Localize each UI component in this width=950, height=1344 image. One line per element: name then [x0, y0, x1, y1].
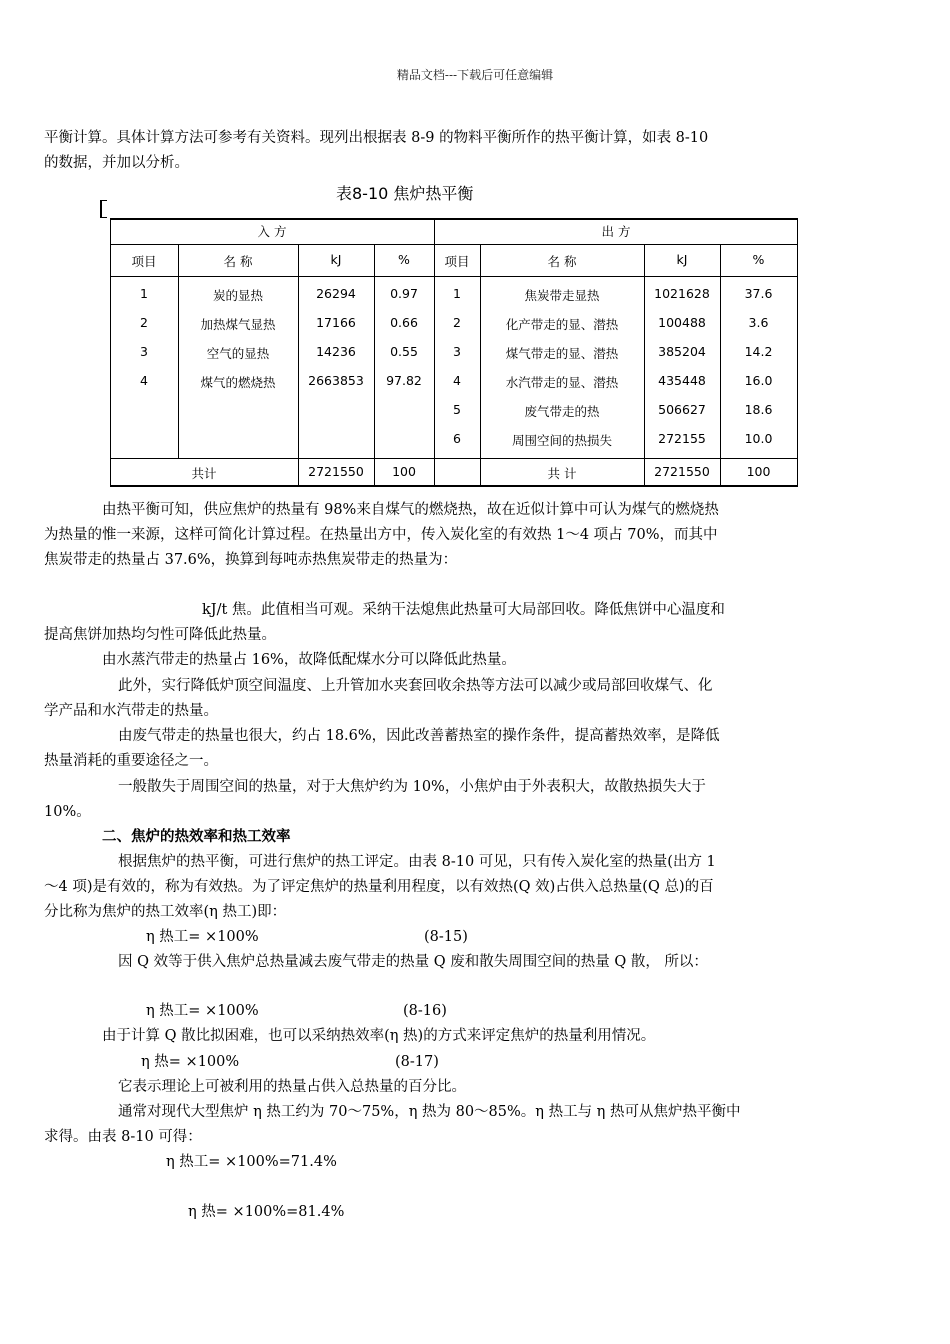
para-11-line-2: 求得。由表 8-10 可得：	[44, 1129, 202, 1145]
equation-heat-efficiency-result: η 热= ×100%=81.4%	[188, 1204, 345, 1220]
table-cell: 272155	[658, 431, 706, 446]
para-1-line-1: 由热平衡可知，供应焦炉的热量有 98%来自煤气的燃烧热，故在近似计算中可认为煤气的燃烧热	[102, 502, 719, 518]
group-out-header: 出 方	[601, 224, 631, 239]
total-kj-in: 2721550	[308, 464, 364, 479]
table-cell: 煤气的燃烧热	[200, 375, 276, 390]
equation-thermal-efficiency-result: η 热工= ×100%=71.4%	[166, 1154, 337, 1170]
para-11-line-1: 通常对现代大型焦炉 η 热工约为 70～75%，η 热为 80～85%。η 热工与 η 热可从焦炉热平衡中	[118, 1104, 741, 1120]
intro-line-2: 的数据，并加以分析。	[44, 155, 189, 171]
col-header: %	[752, 252, 765, 267]
table-vline	[374, 244, 375, 486]
para-6-line-2: 10%。	[44, 804, 91, 820]
table-rule-header	[110, 276, 798, 277]
table-rule-bottom	[110, 485, 798, 487]
equation-8-17: η 热= ×100%	[141, 1054, 240, 1070]
equation-8-15-number: (8-15)	[424, 929, 468, 945]
page-header: 精品文档---下载后可任意编辑	[396, 68, 554, 82]
col-header: %	[398, 252, 410, 267]
para-1-line-3: 焦炭带走的热量占 37.6%，换算到每吨赤热焦炭带走的热量为：	[44, 552, 458, 568]
intro-line-1: 平衡计算。具体计算方法可参考有关资料。现列出根据表 8-9 的物料平衡所作的热平衡计算，如表 8-10	[44, 130, 709, 146]
table-cell: 6	[453, 431, 461, 446]
table-cell: 16.0	[744, 373, 773, 388]
table-cell: 加热煤气显热	[200, 317, 276, 332]
col-header: kJ	[676, 252, 688, 267]
section-title: 二、焦炉的热效率和热工效率	[102, 828, 291, 845]
para-7-line-1: 根据焦炉的热平衡，可进行焦炉的热工评定。由表 8-10 可见，只有传入炭化室的热量(出方 1	[118, 854, 716, 870]
para-2-line-1: kJ/t 焦。此值相当可观。采纳干法熄焦此热量可大局部回收。降低焦饼中心温度和	[202, 602, 725, 618]
para-3: 由水蒸汽带走的热量占 16%，故降低配煤水分可以降低此热量。	[102, 652, 516, 668]
table-rule-top	[110, 218, 798, 220]
table-cell: 385204	[658, 344, 706, 359]
table-cell: 空气的显热	[206, 346, 270, 361]
table-cell: 3	[140, 344, 148, 359]
table-cell: 435448	[658, 373, 706, 388]
table-anchor-mark	[100, 200, 107, 218]
table-vline	[298, 244, 299, 486]
para-10: 它表示理论上可被利用的热量占供入总热量的百分比。	[118, 1079, 466, 1095]
table-cell: 3	[453, 344, 461, 359]
table-cell: 1	[140, 286, 148, 301]
equation-8-15: η 热工= ×100%	[146, 929, 259, 945]
table-cell: 1021628	[654, 286, 710, 301]
table-cell: 14236	[316, 344, 356, 359]
table-cell: 4	[453, 373, 461, 388]
table-cell: 10.0	[744, 431, 773, 446]
table-cell: 14.2	[744, 344, 773, 359]
table-cell: 焦炭带走显热	[524, 288, 600, 303]
table-cell: 0.55	[390, 344, 418, 359]
equation-8-16: η 热工= ×100%	[146, 1003, 259, 1019]
table-cell: 506627	[658, 402, 706, 417]
table-cell: 周围空间的热损失	[511, 433, 612, 448]
total-pct-in: 100	[392, 464, 416, 479]
table-cell: 17166	[316, 315, 356, 330]
para-7-line-3: 分比称为焦炉的热工效率(η 热工)即：	[44, 904, 287, 920]
para-5-line-2: 热量消耗的重要途径之一。	[44, 753, 218, 769]
group-in-header: 入 方	[257, 224, 287, 239]
table-cell: 废气带走的热	[524, 404, 600, 419]
table-cell: 水汽带走的显、潜热	[505, 375, 619, 390]
table-vline	[480, 244, 481, 486]
table-rule-total	[110, 458, 798, 459]
para-4-line-2: 学产品和水汽带走的热量。	[44, 703, 218, 719]
table-cell: 1	[453, 286, 461, 301]
table-rule-group	[110, 244, 798, 245]
total-label-out: 共 计	[547, 466, 577, 481]
table-cell: 26294	[316, 286, 356, 301]
para-5-line-1: 由废气带走的热量也很大，约占 18.6%，因此改善蓄热室的操作条件，提高蓄热效率，是降低	[118, 728, 720, 744]
col-header: 名 称	[223, 254, 253, 269]
table-vline	[797, 218, 798, 486]
para-2-line-2: 提高焦饼加热均匀性可降低此热量。	[44, 627, 276, 643]
table-cell: 2	[140, 315, 148, 330]
table-caption: 表8-10 焦炉热平衡	[336, 184, 474, 203]
total-label-in: 共计	[191, 466, 217, 481]
para-8: 因 Q 效等于供入焦炉总热量减去废气带走的热量 Q 废和散失周围空间的热量 Q 散， 所以：	[118, 954, 708, 970]
equation-8-17-number: (8-17)	[395, 1054, 439, 1070]
table-vline	[720, 244, 721, 486]
col-header: kJ	[330, 252, 342, 267]
table-cell: 炭的显热	[212, 288, 263, 303]
para-1-line-2: 为热量的惟一来源，这样可简化计算过程。在热量出方中，传入炭化室的有效热 1～4 项占 70%，而其中	[44, 527, 718, 543]
table-vline	[644, 244, 645, 486]
table-cell: 97.82	[386, 373, 422, 388]
table-cell: 4	[140, 373, 148, 388]
col-header: 项目	[444, 254, 470, 269]
table-cell: 0.97	[390, 286, 418, 301]
table-cell: 100488	[658, 315, 706, 330]
table-cell: 5	[453, 402, 461, 417]
table-cell: 0.66	[390, 315, 418, 330]
table-cell: 18.6	[744, 402, 773, 417]
para-9: 由于计算 Q 散比拟困难，也可以采纳热效率(η 热)的方式来评定焦炉的热量利用情况。	[102, 1028, 656, 1044]
col-header: 名 称	[547, 254, 577, 269]
table-cell: 2	[453, 315, 461, 330]
heat-balance-table	[110, 218, 798, 486]
table-cell: 3.6	[748, 315, 769, 330]
table-cell: 煤气带走的显、潜热	[505, 346, 619, 361]
total-kj-out: 2721550	[654, 464, 710, 479]
table-cell: 化产带走的显、潜热	[505, 317, 619, 332]
para-7-line-2: ～4 项)是有效的，称为有效热。为了评定焦炉的热量利用程度，以有效热(Q 效)占供入总热量(Q 总)的百	[44, 879, 714, 895]
para-4-line-1: 此外，实行降低炉顶空间温度、上升管加水夹套回收余热等方法可以减少或局部回收煤气、化	[118, 678, 713, 694]
table-cell: 37.6	[744, 286, 773, 301]
equation-8-16-number: (8-16)	[403, 1003, 447, 1019]
total-pct-out: 100	[746, 464, 771, 479]
para-6-line-1: 一般散失于周围空间的热量，对于大焦炉约为 10%，小焦炉由于外表积大，故散热损失大于	[118, 779, 706, 795]
col-header: 项目	[131, 254, 157, 269]
table-cell: 2663853	[308, 373, 364, 388]
